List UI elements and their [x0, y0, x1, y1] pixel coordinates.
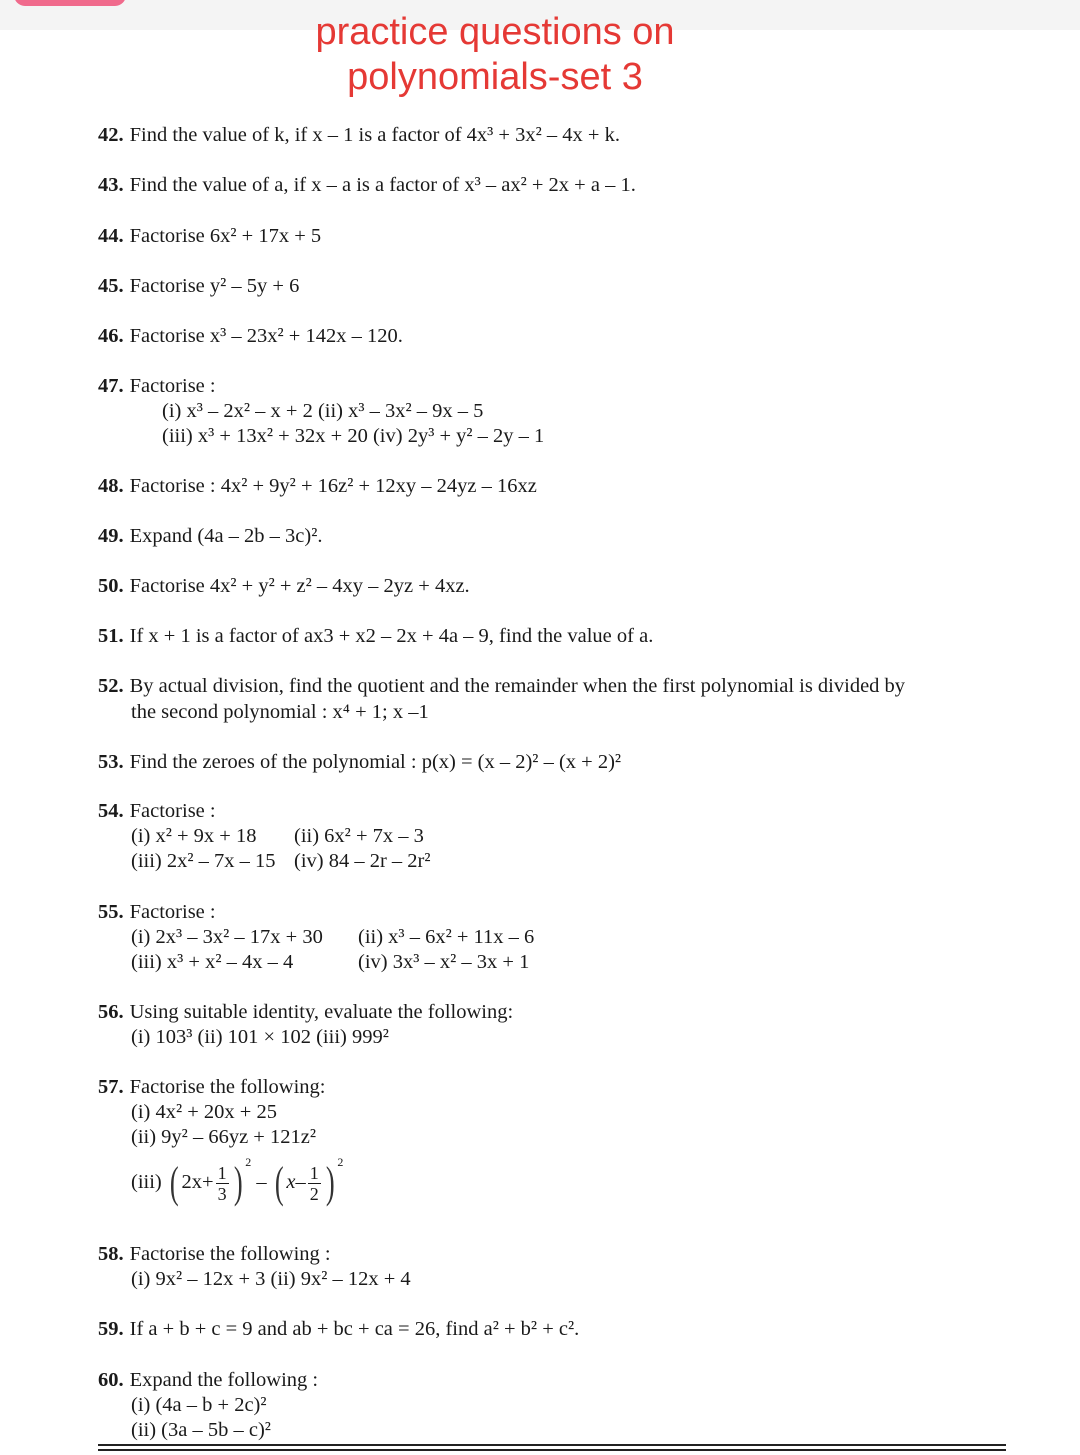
bottom-rule-2: [98, 1449, 1006, 1451]
question-49: 49. Expand (4a – 2b – 3c)².: [98, 525, 323, 547]
question-60: 60. Expand the following :: [98, 1369, 319, 1391]
q60-part-ii: (ii) (3a – 5b – c)²: [131, 1419, 271, 1441]
q60-part-i: (i) (4a – b + 2c)²: [131, 1394, 267, 1416]
q54-part-iv: (iv) 84 – 2r – 2r²: [294, 850, 431, 872]
question-45: 45. Factorise y² – 5y + 6: [98, 275, 300, 297]
q54-part-iii: (iii) 2x² – 7x – 15: [131, 850, 276, 872]
q57-part-ii: (ii) 9y² – 66yz + 121z²: [131, 1126, 316, 1148]
right-paren: ): [233, 1158, 243, 1208]
question-52: 52. By actual division, find the quotient and the remainder when the first polynomial is divided by: [98, 675, 906, 697]
right-paren: ): [325, 1158, 335, 1208]
q55-part-i: (i) 2x³ – 3x² – 17x + 30: [131, 926, 323, 948]
question-text: By actual division, find the quotient and the remainder when the first polynomial is divided by: [129, 675, 906, 697]
question-58: 58. Factorise the following :: [98, 1243, 331, 1265]
q52-line-2: the second polynomial : x⁴ + 1; x –1: [131, 701, 429, 723]
question-47: 47. Factorise :: [98, 375, 216, 397]
question-text: Factorise :: [129, 901, 216, 923]
question-text: Factorise 4x² + y² + z² – 4xy – 2yz + 4xz.: [129, 575, 470, 597]
question-text: Using suitable identity, evaluate the following:: [129, 1001, 514, 1023]
question-text: If a + b + c = 9 and ab + bc + ca = 26, find a² + b² + c².: [129, 1318, 580, 1340]
fraction-one-half: $\frac{1}{2}$: [309, 1162, 319, 1204]
question-text: Find the value of k, if x – 1 is a factor of 4x³ + 3x² – 4x + k.: [129, 124, 620, 146]
q55-part-iv: (iv) 3x³ – x² – 3x + 1: [358, 951, 530, 973]
q58-line-1: (i) 9x² – 12x + 3 (ii) 9x² – 12x + 4: [131, 1268, 411, 1290]
question-text: Factorise y² – 5y + 6: [129, 275, 300, 297]
left-paren: (: [274, 1158, 284, 1208]
q57-part-iii: (iii) ( 2x+ $\frac{1}{3}$ ) $^2$ – ( x– $\frac{1}{2}$ ) $^2$: [131, 1155, 344, 1208]
question-53: 53. Find the zeroes of the polynomial : p(x) = (x – 2)² – (x + 2)²: [98, 751, 622, 773]
question-42: 42. Find the value of k, if x – 1 is a factor of 4x³ + 3x² – 4x + k.: [98, 124, 620, 146]
question-text: Factorise x³ – 23x² + 142x – 120.: [129, 325, 403, 347]
question-51: 51. If x + 1 is a factor of ax3 + x2 – 2x + 4a – 9, find the value of a.: [98, 625, 654, 647]
q57-part-i: (i) 4x² + 20x + 25: [131, 1101, 277, 1123]
question-text: Factorise :: [129, 375, 216, 397]
question-46: 46. Factorise x³ – 23x² + 142x – 120.: [98, 325, 403, 347]
question-text: Find the zeroes of the polynomial : p(x) = (x – 2)² – (x + 2)²: [129, 751, 622, 773]
q47-line-1: (i) x³ – 2x² – x + 2 (ii) x³ – 3x² – 9x – 5: [162, 400, 484, 422]
question-44: 44. Factorise 6x² + 17x + 5: [98, 225, 322, 247]
top-tab-indicator: [14, 0, 126, 6]
question-text: Factorise 6x² + 17x + 5: [129, 225, 322, 247]
question-54: 54. Factorise :: [98, 800, 216, 822]
question-56: 56. Using suitable identity, evaluate the following:: [98, 1001, 514, 1023]
question-text: Factorise : 4x² + 9y² + 16z² + 12xy – 24yz – 16xz: [129, 475, 537, 497]
q56-line-1: (i) 103³ (ii) 101 × 102 (iii) 999²: [131, 1026, 389, 1048]
page-title: [0, 10, 990, 100]
title-line-1: practice questions on: [315, 11, 675, 53]
title-line-2: polynomials-set 3: [347, 56, 643, 98]
question-text: Expand the following :: [129, 1369, 319, 1391]
question-59: 59. If a + b + c = 9 and ab + bc + ca = 26, find a² + b² + c².: [98, 1318, 580, 1340]
q54-part-ii: (ii) 6x² + 7x – 3: [294, 825, 424, 847]
question-text: Factorise the following:: [129, 1076, 326, 1098]
q55-part-iii: (iii) x³ + x² – 4x – 4: [131, 951, 294, 973]
question-50: 50. Factorise 4x² + y² + z² – 4xy – 2yz + 4xz.: [98, 575, 470, 597]
question-text: If x + 1 is a factor of ax3 + x2 – 2x + 4a – 9, find the value of a.: [129, 625, 654, 647]
question-text: Factorise the following :: [129, 1243, 331, 1265]
question-48: 48. Factorise : 4x² + 9y² + 16z² + 12xy – 24yz – 16xz: [98, 475, 537, 497]
question-text: Expand (4a – 2b – 3c)².: [129, 525, 323, 547]
question-43: 43. Find the value of a, if x – a is a factor of x³ – ax² + 2x + a – 1.: [98, 174, 636, 196]
q55-part-ii: (ii) x³ – 6x² + 11x – 6: [358, 926, 535, 948]
question-57: 57. Factorise the following:: [98, 1076, 326, 1098]
fraction-one-third: $\frac{1}{3}$: [217, 1162, 227, 1204]
question-text: Factorise :: [129, 800, 216, 822]
left-paren: (: [169, 1158, 179, 1208]
q54-part-i: (i) x² + 9x + 18: [131, 825, 257, 847]
bottom-rule: [98, 1444, 1006, 1446]
q47-line-2: (iii) x³ + 13x² + 32x + 20 (iv) 2y³ + y² – 2y – 1: [162, 425, 545, 447]
question-text: Find the value of a, if x – a is a factor of x³ – ax² + 2x + a – 1.: [129, 174, 636, 196]
question-55: 55. Factorise :: [98, 901, 216, 923]
